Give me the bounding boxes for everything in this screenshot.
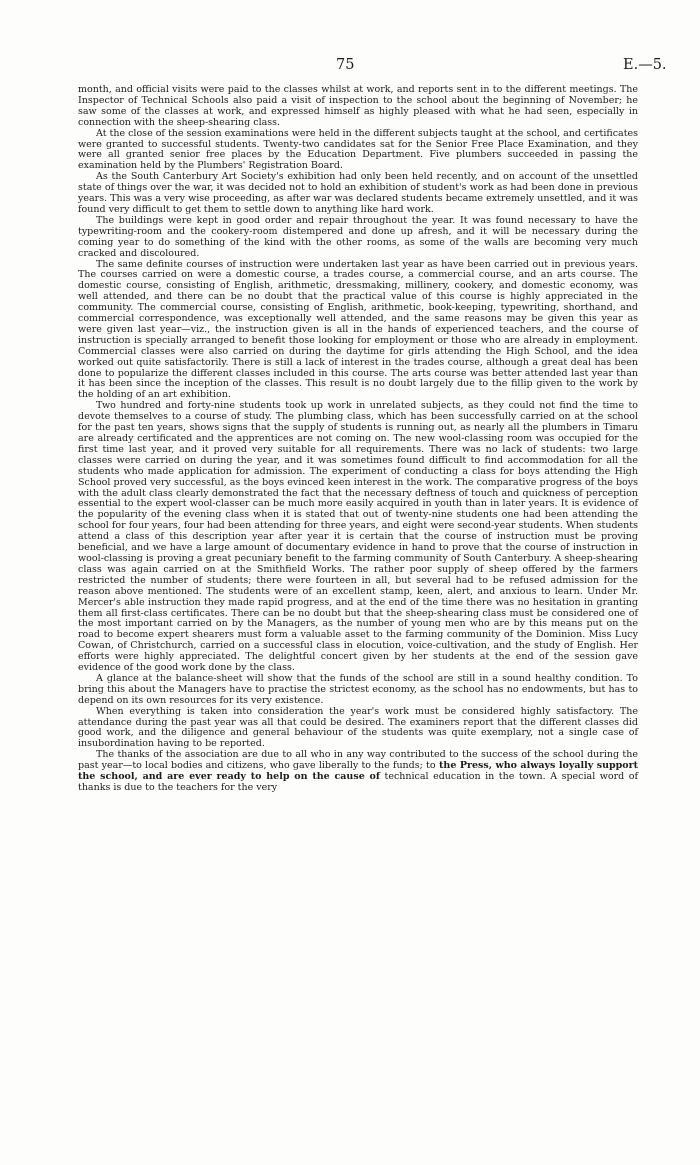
paragraph-art-exhibition: As the South Canterbury Art Society's exhibition had only been held recently, and on account of the unsettled state of things over the war, it was decided not to hold an exhibition of student's work as had been done in previous years. This was a very wise proceeding, as after war was declared students became extremely unsettled, and it was found very difficult to get them to settle down to anything like hard work. — [78, 171, 638, 215]
thanks-text-start: The thanks of the association are due to all who in any way contributed to the success of the school during the past year—to local bodies and citizens, who gave liberally to the funds; to — [78, 749, 638, 772]
thanks-text-press: the Press, who always loyally support the school, and are ever ready to help on the cause of — [78, 760, 638, 783]
paragraph-courses: The same definite courses of instruction were undertaken last year as have been carried out in previous years. The courses carried on were a domestic course, a trades course, a commercial course, and an arts course. The domestic course, consisting of English, arithmetic, dressmaking, millinery, cookery, and domestic economy, was well attended, and there can be no doubt that the practical value of this course is highly appreciated in the community. The commercial course, consisting of English, arithmetic, book-keeping, typewriting, shorthand, and commercial correspondence, was exceptionally well attended, and the same reasons may be given this year as were given last year—viz., the instruction given is all in the hands of experienced teachers, and the course of instruction is specially arranged to benefit those looking for employment or those who are already in employment. Commercial classes were also carried on during the daytime for girls attending the High School, and the idea worked out quite satisfactorily. There is still a lack of interest in the trades course, although a great deal has been done to popularize the different classes included in this course. The arts course was better attended last year than it has been since the inception of the classes. This result is no doubt largely due to the fillip given to the work by the holding of an art exhibition. — [78, 258, 638, 401]
report-body — [78, 85, 638, 794]
paragraph-year-summary: When everything is taken into consideration the year's work must be considered highly satisfactory. The attendance during the past year was all that could be desired. The examiners report that the different classes did good work, and the diligence and general behaviour of the students was quite exemplary, not a single case of insubordination having to be reported. — [78, 705, 638, 750]
paragraph-balance-sheet: A glance at the balance-sheet will show that the funds of the school are still in a sound healthy condition. To bring this about the Managers have to practise the strictest economy, as the school has no endowments, but has to depend on its own resources for its very existence. — [78, 672, 638, 706]
paper-reference: E.—5. — [623, 57, 667, 73]
paragraph-visits: month, and official visits were paid to the classes whilst at work, and reports sent in to the different meetings. The Inspector of Technical Schools also paid a visit of inspection to the school about the beginning of November; he saw some of the classes at work, and expressed himself as highly pleased with what he had seen, especially in connection with the sheep-shearing class. — [78, 84, 638, 128]
paragraph-students: Two hundred and forty-nine students took up work in unrelated subjects, as they could not find the time to devote themselves to a course of study. The plumbing class, which has been successfully carried on at the school for the past ten years, shows signs that the supply of students is running out, as nearly all the plumbers in Timaru are already certificated and the apprentices are not coming on. The new wool-classing room was occupied for the first time last year, and it proved very suitable for all requirements. There was no lack of students: two large classes were carried on during the year, and it was sometimes found difficult to find accommodation for all the students who made application for admission. The experiment of conducting a class for boys attending the High School proved very successful, as the boys evinced keen interest in the work. The comparative progress of the boys with the adult class clearly demonstrated the fact that the necessary deftness of touch and quickness of perception essential to the expert wool-classer can be much more easily acquired in youth than in later years. It is evidence of the popularity of the evening class when it is stated that out of twenty-nine students one had been attending the school for four years, four had been attending for three years, and eight were second-year students. When students attend a class of this description year after year it is certain that the course of instruction must be proving beneficial, and we have a large amount of documentary evidence in hand to prove that the course of instruction in wool-classing is proving a great pecuniary benefit to the farming community of South Canterbury. A sheep-shearing class was again carried on at the Smithfield Works. The rather poor supply of sheep offered by the farmers restricted the number of students; there were fourteen in all, but several had to be refused admission for the reason above mentioned. The students were of an excellent stamp, keen, alert, and anxious to learn. Under Mr. Mercer's able instruction they made rapid progress, and at the end of the time there was no hesitation in granting them all first-class certificates. There can be no doubt but that the sheep-shearing class must be considered one of the most important carried on by the Managers, as the number of young men who are by this means put on the road to become expert shearers must form a valuable asset to the farming community of the Dominion. Miss Lucy Cowan, of Christchurch, carried on a successful class in elocution, voice-cultivation, and the study of English. Her efforts were highly appreciated. The delightful concert given by her students at the end of the session gave evidence of the good work done by the class. — [78, 400, 638, 674]
paragraph-examinations: At the close of the session examinations were held in the different subjects taught at the school, and certificates were granted to successful students. Twenty-two candidates sat for the Senior Free Place Examination, and they were all granted senior free places by the Education Department. Five plumbers succeeded in passing the examination held by the Plumbers' Registration Board. — [78, 127, 639, 172]
paragraph-buildings: The buildings were kept in good order and repair throughout the year. It was found necessary to have the typewriting-room and the cookery-room distempered and done up afresh, and it will be necessary during the coming year to do something of the kind with the other rooms, as some of the walls are becoming very much cracked and discoloured. — [78, 214, 638, 259]
thanks-text-end: technical education in the town. A special word of thanks is due to the teachers for the very — [78, 771, 639, 793]
paragraph-thanks — [78, 750, 638, 794]
page-number: 75 — [336, 57, 355, 73]
